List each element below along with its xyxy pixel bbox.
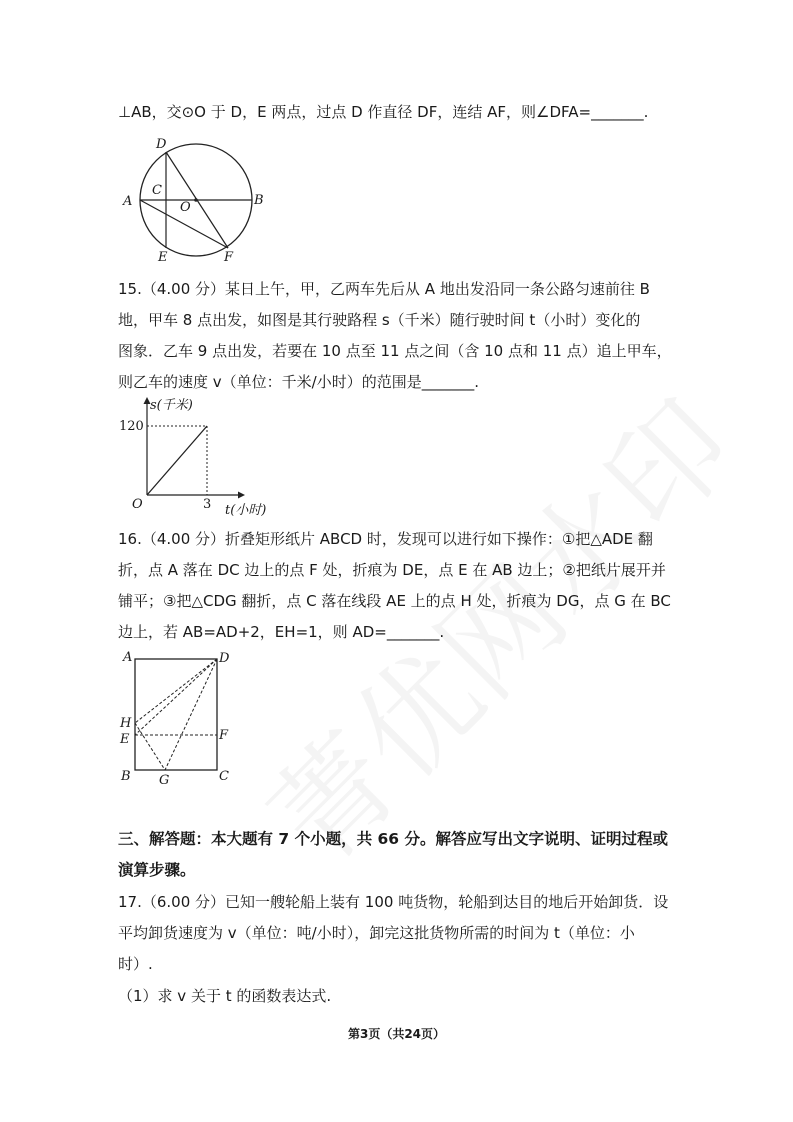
q16-line-1: 16.（4.00 分）折叠矩形纸片 ABCD 时，发现可以进行如下操作：①把△ADE 翻: [118, 530, 653, 548]
label-c: C: [152, 183, 162, 198]
label-e: E: [120, 732, 130, 747]
x-axis-label: t(小时): [225, 503, 267, 518]
x-axis-arrow: [238, 492, 245, 499]
label-c: C: [219, 769, 229, 784]
rectangle-abcd: [135, 659, 217, 770]
q15-line-2: 地，甲车 8 点出发，如图是其行驶路程 s（千米）随行驶时间 t（小时）变化的: [118, 311, 641, 329]
q17-line-4: （1）求 v 关于 t 的函数表达式.: [118, 987, 332, 1005]
label-b: B: [121, 769, 131, 784]
center-dot: [194, 198, 198, 202]
q17-line-3: 时）.: [118, 955, 153, 973]
q15-line-1: 15.（4.00 分）某日上午，甲，乙两车先后从 A 地出发沿同一条公路匀速前往 B: [118, 280, 650, 298]
y-tick-label: 120: [119, 419, 144, 434]
distance-line: [147, 426, 207, 495]
q14-text: ⊥AB，交⊙O 于 D，E 两点，过点 D 作直径 DF，连结 AF，则∠DFA=_______.: [118, 103, 649, 121]
q17-line-1: 17.（6.00 分）已知一艘轮船上装有 100 吨货物，轮船到达目的地后开始卸货．设: [118, 893, 669, 911]
q16-line-4: 边上，若 AB=AD+2，EH=1，则 AD=_______.: [118, 623, 445, 641]
page-footer: 第3页（共24页）: [347, 1027, 446, 1041]
label-a: A: [123, 650, 133, 665]
q16-line-2: 折，点 A 落在 DC 边上的点 F 处，折痕为 DE，点 E 在 AB 边上；②把纸片展开并: [118, 561, 666, 579]
q15-line-3: 图象．乙车 9 点出发，若要在 10 点至 11 点之间（含 10 点和 11 点）追上甲车，: [118, 342, 672, 360]
label-o: O: [180, 200, 191, 215]
segment-hg: [135, 723, 165, 770]
segment-dg: [165, 659, 217, 770]
section-3-heading-line-2: 演算步骤。: [118, 861, 196, 879]
label-h: H: [120, 716, 132, 731]
q15-line-4: 则乙车的速度 v（单位：千米/小时）的范围是_______.: [118, 373, 479, 391]
fold-de: [135, 659, 217, 735]
q16-line-3: 铺平；③把△CDG 翻折，点 C 落在线段 AE 上的点 H 处，折痕为 DG，点 G 在 BC: [118, 592, 671, 610]
section-3-heading-line-1: 三、解答题：本大题有 7 个小题，共 66 分。解答应写出文字说明、证明过程或: [118, 830, 668, 848]
label-d: D: [219, 651, 230, 666]
label-b: B: [254, 193, 264, 208]
fold-dh: [135, 659, 217, 723]
q14-circle-figure: [118, 134, 278, 264]
y-axis-label: s(千米): [150, 398, 193, 413]
label-a: A: [123, 194, 133, 209]
label-f: F: [219, 728, 229, 743]
origin-label: O: [132, 497, 143, 512]
label-f: F: [224, 250, 234, 265]
x-tick-label: 3: [203, 497, 212, 512]
label-e: E: [158, 250, 168, 265]
q17-line-2: 平均卸货速度为 v（单位：吨/小时），卸完这批货物所需的时间为 t（单位：小: [118, 924, 635, 942]
q15-graph-figure: [115, 395, 285, 520]
label-g: G: [159, 773, 170, 788]
label-d: D: [156, 137, 167, 152]
q16-rectangle-figure: [118, 648, 243, 788]
